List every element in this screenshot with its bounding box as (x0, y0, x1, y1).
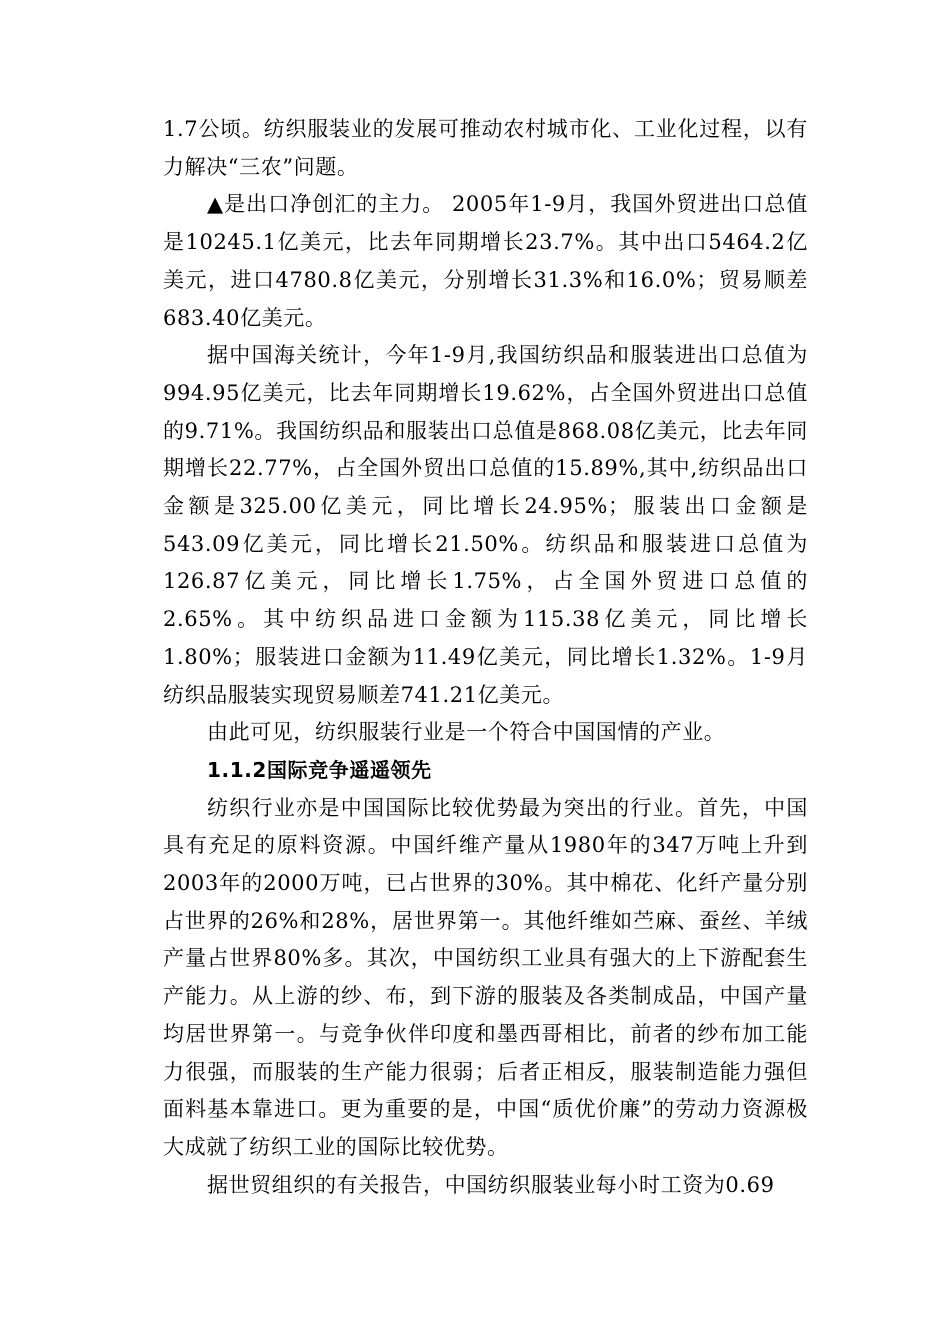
paragraph-customs-statistics: 据中国海关统计，今年1-9月,我国纺织品和服装进出口总值为994.95亿美元，比去年同期增长19.62%，占全国外贸进出口总值的9.71%。我国纺织品和服装出口总值是868.08亿美元，比去年同期增长22.77%，占全国外贸出口总值的15.89%,其中,纺织品出口金额是325.00亿美元，同比增长24.95%；服装出口金额是543.09亿美元，同比增长21.50%。纺织品和服装进口总值为126.87亿美元，同比增长1.75%，占全国外贸进口总值的2.65%。其中纺织品进口金额为115.38亿美元，同比增长1.80%；服装进口金额为11.49亿美元，同比增长1.32%。1-9月纺织品服装实现贸易顺差741.21亿美元。 (163, 343, 808, 707)
paragraph-conclusion: 由此可见，纺织服装行业是一个符合中国国情的产业。 (207, 720, 726, 745)
paragraph-export-earnings: ▲是出口净创汇的主力。 2005年1-9月，我国外贸进出口总值是10245.1亿美元，比去年同期增长23.7%。其中出口5464.2亿美元，进口4780.8亿美元，分别增长31.3%和16.0%；贸易顺差683.40亿美元。 (163, 192, 808, 330)
section-heading: 1.1.2国际竞争遥遥领先 (207, 757, 432, 782)
paragraph-comparative-advantage: 纺织行业亦是中国国际比较优势最为突出的行业。首先，中国具有充足的原料资源。中国纤维产量从1980年的347万吨上升到2003年的2000万吨，已占世界的30%。其中棉花、化纤产量分别占世界的26%和28%，居世界第一。其他纤维如苎麻、蚕丝、羊绒产量占世界80%多。其次，中国纺织工业具有强大的上下游配套生产能力。从上游的纱、布，到下游的服装及各类制成品，中国产量均居世界第一。与竞争伙伴印度和墨西哥相比，前者的纱布加工能力很强，而服装的生产能力很弱；后者正相反，服装制造能力强但面料基本靠进口。更为重要的是，中国“质优价廉”的劳动力资源极大成就了纺织工业的国际比较优势。 (163, 795, 808, 1159)
paragraph-continuation: 1.7公顷。纺织服装业的发展可推动农村城市化、工业化过程，以有力解决“三农”问题。 (163, 117, 808, 179)
paragraph-wto-report: 据世贸组织的有关报告，中国纺织服装业每小时工资为0.69 (207, 1172, 775, 1197)
document-body (163, 111, 808, 1204)
